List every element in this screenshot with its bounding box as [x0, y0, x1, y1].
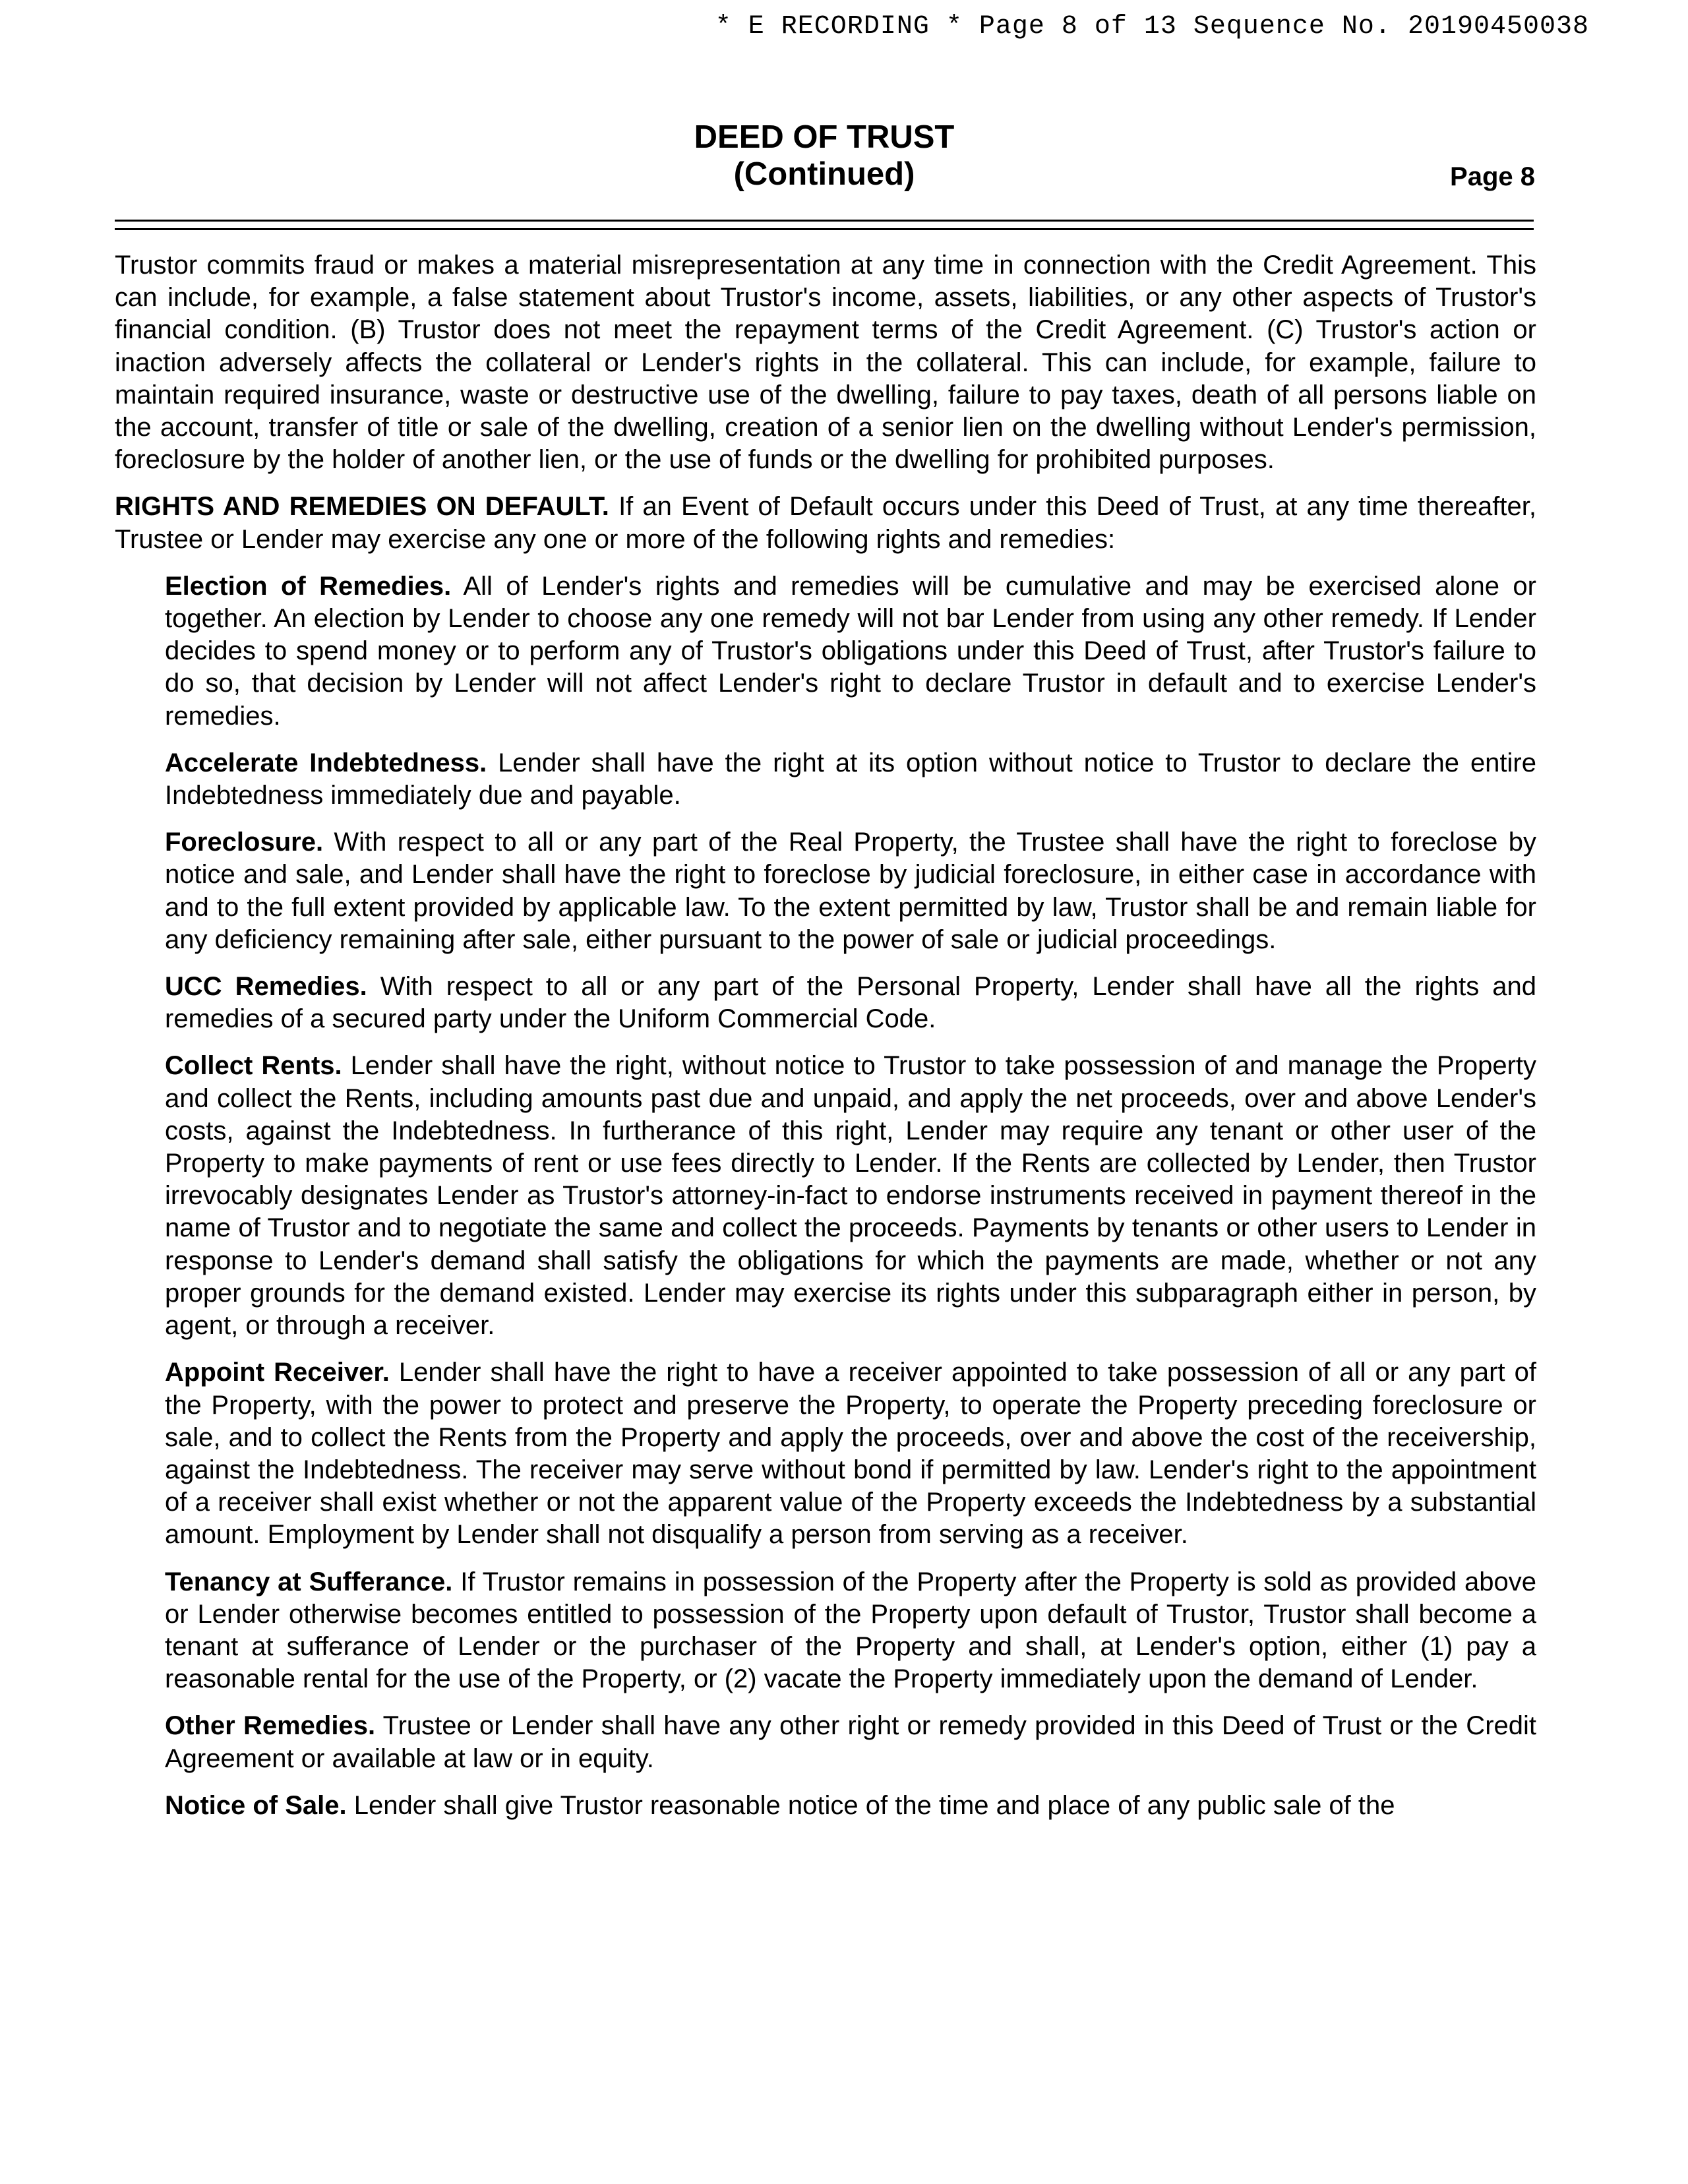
remedy-appoint-receiver — [165, 1356, 1536, 1551]
document-body — [115, 249, 1536, 1836]
remedy-ucc-remedies — [165, 971, 1536, 1035]
remedy-heading: Election of Remedies. — [165, 571, 452, 601]
remedy-text: With respect to all or any part of the Real Property, the Trustee shall have the right to foreclose by notice and sale, and Lender shall have the right to foreclose by judicial foreclosure, in either case in accordance with and to the full extent provided by applicable law. To the extent permitted by law, Trustor shall be and remain liable for any deficiency remaining after sale, either pursuant to the power of sale or judicial proceedings. — [165, 828, 1536, 954]
remedy-text: Lender shall have the right, without notice to Trustor to take possession of and manage the Property and collect the Rents, including amounts past due and unpaid, and apply the net proceeds, over and above Lender's costs, against the Indebtedness. In furtherance of this right, Lender may require any tenant or other user of the Property to make payments of rent or use fees directly to Lender. If the Rents are collected by Lender, then Trustor irrevocably designates Lender as Trustor's attorney-in-fact to endorse instruments received in payment thereof in the name of Trustor and to negotiate the same and collect the proceeds. Payments by tenants or other users to Lender in response to Lender's demand shall satisfy the obligations for which the payments are made, whether or not any proper grounds for the demand existed. Lender may exercise its rights under this subparagraph either in person, by agent, or through a receiver. — [165, 1051, 1536, 1341]
remedy-heading: UCC Remedies. — [165, 972, 367, 1002]
remedy-text: Lender shall have the right at its option without notice to Trustor to declare the entire Indebtedness immediately due and payable. — [165, 748, 1536, 810]
header-divider-bottom — [115, 228, 1534, 230]
remedy-heading: Collect Rents. — [165, 1051, 342, 1081]
page-number-label: Page 8 — [1450, 162, 1535, 191]
remedy-other-remedies — [165, 1710, 1536, 1774]
rights-and-remedies-text: If an Event of Default occurs under this Deed of Trust, at any time thereafter, Trustee or Lender may exercise any one or more of the following rights and remedies: — [115, 492, 1536, 554]
recording-header: * E RECORDING * Page 8 of 13 Sequence No. 20190450038 — [715, 12, 1589, 42]
remedy-collect-rents — [165, 1050, 1536, 1342]
remedy-heading: Tenancy at Sufferance. — [165, 1567, 453, 1596]
remedy-text: All of Lender's rights and remedies will be cumulative and may be exercised alone or together. An election by Lender to choose any one remedy will not bar Lender from using any other remedy. If Lender decides to spend money or to perform any of Trustor's obligations under this Deed of Trust, after Trustor's failure to do so, that decision by Lender will not affect Lender's right to declare Trustor in default and to exercise Lender's remedies. — [165, 571, 1536, 731]
document-subtitle: (Continued) — [733, 156, 915, 192]
rights-and-remedies-paragraph — [115, 491, 1536, 555]
remedy-text: Lender shall have the right to have a receiver appointed to take possession of all or any part of the Property, with the power to protect and preserve the Property, to operate the Property preceding foreclosure or sale, and to collect the Rents from the Property and apply the proceeds, over and above the cost of the receivership, against the Indebtedness. The receiver may serve without bond if permitted by law. Lender's right to the appointment of a receiver shall exist whether or not the apparent value of the Property exceeds the Indebtedness by a substantial amount. Employment by Lender shall not disqualify a person from serving as a receiver. — [165, 1358, 1536, 1550]
header-divider-top — [115, 220, 1534, 222]
remedy-text: With respect to all or any part of the Personal Property, Lender shall have all the rights and remedies of a secured party under the Uniform Commercial Code. — [165, 972, 1536, 1034]
remedy-notice-of-sale — [165, 1790, 1536, 1822]
remedy-heading: Other Remedies. — [165, 1711, 376, 1741]
rights-and-remedies-heading: RIGHTS AND REMEDIES ON DEFAULT. — [115, 492, 609, 522]
remedy-heading: Notice of Sale. — [165, 1790, 347, 1820]
intro-paragraph: Trustor commits fraud or makes a material misrepresentation at any time in connection with the Credit Agreement. This can include, for example, a false statement about Trustor's income, assets, liabilities, or any other aspects of Trustor's financial condition. (B) Trustor does not meet the repayment terms of the Credit Agreement. (C) Trustor's action or inaction adversely affects the collateral or Lender's rights in the collateral. This can include, for example, failure to maintain required insurance, waste or destructive use of the dwelling, failure to pay taxes, death of all persons liable on the account, transfer of title or sale of the dwelling, creation of a senior lien on the dwelling without Lender's permission, foreclosure by the holder of another lien, or the use of funds or the dwelling for prohibited purposes. — [115, 251, 1536, 475]
remedy-text: If Trustor remains in possession of the Property after the Property is sold as provided above or Lender otherwise becomes entitled to possession of the Property upon default of Trustor, Trustor shall become a tenant at sufferance of Lender or the purchaser of the Property and shall, at Lender's option, either (1) pay a reasonable rental for the use of the Property, or (2) vacate the Property immediately upon the demand of Lender. — [165, 1567, 1536, 1694]
remedy-heading: Appoint Receiver. — [165, 1358, 390, 1387]
remedy-election-of-remedies — [165, 570, 1536, 733]
remedy-heading: Accelerate Indebtedness. — [165, 748, 487, 777]
remedy-text: Lender shall give Trustor reasonable notice of the time and place of any public sale of the — [353, 1790, 1395, 1820]
remedy-tenancy-at-sufferance — [165, 1566, 1536, 1696]
document-title: DEED OF TRUST — [694, 119, 955, 155]
remedy-heading: Foreclosure. — [165, 828, 324, 857]
remedy-foreclosure — [165, 826, 1536, 956]
document-title-block — [0, 119, 1648, 193]
remedy-accelerate-indebtedness — [165, 747, 1536, 812]
remedy-text: Trustee or Lender shall have any other right or remedy provided in this Deed of Trust or the Credit Agreement or available at law or in equity. — [165, 1711, 1536, 1773]
